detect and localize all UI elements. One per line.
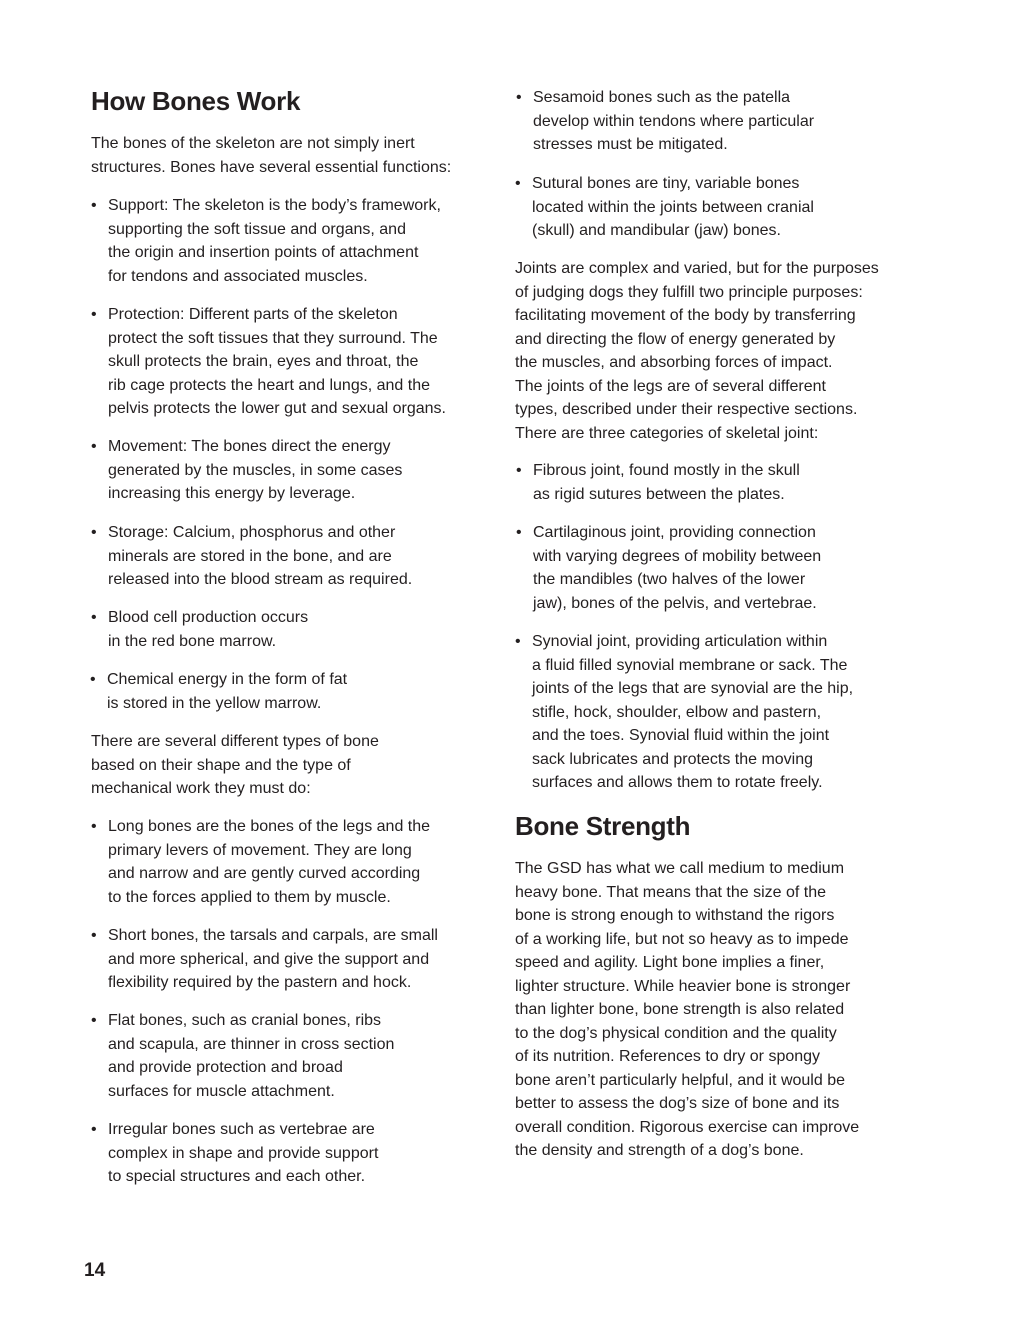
bullet-text: Sesamoid bones such as the patella develop within tendons where particular stresses must be mitigated. (533, 89, 815, 153)
bone-strength-paragraph: The GSD has what we call medium to medium heavy bone. That means that the size of the bone is strong enough to withstand the rigors of a working life, but not so heavy as to impede speed and agility. Light bone implies a finer, lighter structure. While heavier bone is stronger than lighter bone, bone strength is also related to the dog’s physical condition and the quality of its nutrition. References to dry or spongy bone aren’t particularly helpful, and it would be better to assess the dog’s size of bone and its overall condition. Rigorous exercise can improve the density and strength of a dog’s bone. (515, 860, 860, 1159)
bullet-icon: • (91, 1012, 97, 1029)
bullet-icon: • (91, 609, 97, 626)
bullet-icon: • (91, 1121, 97, 1138)
bullet-icon: • (516, 462, 522, 479)
joints-intro: Joints are complex and varied, but for the purposes of judging dogs they fulfill two principle purposes: facilitating movement of the body by transferring and directing the flow of energy generated by the muscles, and absorbing forces of impact. The joints of the legs are of several different types, described under their respective sections. There are three categories of skeletal joint: (515, 260, 879, 442)
bullet-text: Fibrous joint, found mostly in the skull as rigid sutures between the plates. (533, 462, 800, 503)
intro-paragraph: The bones of the skeleton are not simply inert structures. Bones have several essential functions: (91, 135, 452, 176)
section-title-bone-strength: Bone Strength (515, 811, 691, 841)
bullet-long-bones (91, 815, 431, 909)
bullet-icon: • (91, 306, 97, 323)
bullet-icon: • (91, 438, 97, 455)
bullet-icon: • (91, 197, 97, 214)
bullet-icon: • (515, 633, 521, 650)
bullet-text: Chemical energy in the form of fat is stored in the yellow marrow. (107, 671, 348, 712)
bullet-text: Synovial joint, providing articulation within a fluid filled synovial membrane or sack. The joints of the legs that are synovial are the hip, stifle, hock, shoulder, elbow and pastern, and the toes. Synovial fluid within the joint sack lubricates and protects the moving surfaces and allows them to rotate freely. (532, 633, 854, 791)
bullet-icon: • (91, 927, 97, 944)
bullet-flat-bones (91, 1009, 395, 1103)
bullet-short-bones (91, 924, 438, 995)
bullet-text: Long bones are the bones of the legs and the primary levers of movement. They are long and narrow and are gently curved according to the forces applied to them by muscle. (108, 818, 431, 906)
bullet-synovial-joint (515, 630, 854, 795)
bullet-text: Movement: The bones direct the energy generated by the muscles, in some cases increasing this energy by leverage. (108, 438, 403, 502)
bullet-movement (91, 435, 403, 506)
bullet-text: Flat bones, such as cranial bones, ribs and scapula, are thinner in cross section and provide protection and broad surfaces for muscle attachment. (108, 1012, 395, 1100)
bullet-icon: • (91, 818, 97, 835)
bullet-text: Short bones, the tarsals and carpals, are small and more spherical, and give the support and flexibility required by the pastern and hock. (108, 927, 438, 991)
bullet-icon: • (516, 89, 522, 106)
bullet-storage (91, 521, 413, 592)
bullet-text: Sutural bones are tiny, variable bones located within the joints between cranial (skull) and mandibular (jaw) bones. (532, 175, 814, 239)
bullet-cartilaginous-joint (516, 521, 822, 615)
bullet-sutural-bones (515, 172, 814, 243)
bone-types-intro: There are several different types of bone based on their shape and the type of mechanical work they must do: (91, 733, 379, 797)
bullet-text: Blood cell production occurs in the red bone marrow. (108, 609, 309, 650)
bullet-support (91, 194, 441, 288)
bullet-text: Protection: Different parts of the skeleton protect the soft tissues that they surround. The skull protects the brain, eyes and throat, the rib cage protects the heart and lungs, and the pelvis protects the lower gut and sexual organs. (108, 306, 446, 417)
bullet-irregular-bones (91, 1118, 379, 1189)
bullet-chemical-energy (90, 668, 348, 715)
bullet-text: Support: The skeleton is the body’s framework, supporting the soft tissue and organs, and the origin and insertion points of attachment for tendons and associated muscles. (108, 197, 441, 285)
bullet-fibrous-joint (516, 459, 800, 506)
page-number: 14 (84, 1260, 106, 1281)
bullet-icon: • (90, 671, 96, 688)
bullet-blood-cell (91, 606, 309, 653)
bullet-protection (91, 303, 446, 421)
bullet-icon: • (515, 175, 521, 192)
section-title-how-bones-work: How Bones Work (91, 86, 301, 116)
bullet-text: Storage: Calcium, phosphorus and other minerals are stored in the bone, and are released into the blood stream as required. (108, 524, 413, 588)
bullet-icon: • (91, 524, 97, 541)
bullet-sesamoid-bones (516, 86, 815, 157)
bullet-icon: • (516, 524, 522, 541)
bullet-text: Irregular bones such as vertebrae are complex in shape and provide support to special structures and each other. (108, 1121, 379, 1185)
bullet-text: Cartilaginous joint, providing connection with varying degrees of mobility between the mandibles (two halves of the lower jaw), bones of the pelvis, and vertebrae. (533, 524, 822, 612)
